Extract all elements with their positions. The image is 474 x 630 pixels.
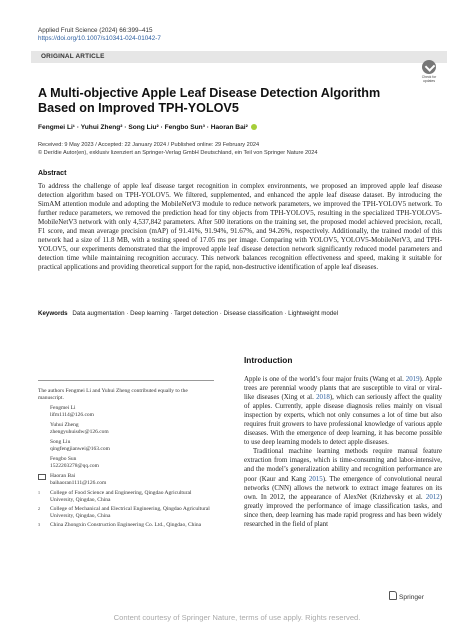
envelope-icon <box>38 474 46 480</box>
contact-email[interactable]: 1522203278@qq.com <box>50 463 99 469</box>
springer-horse-icon <box>389 591 397 600</box>
text-run: Traditional machine learning methods require manual feature extraction from images, which is time-consuming and labor-intensive, and the model’s generalization ability and recognition performance are poor (Kaur and Kang <box>244 448 442 483</box>
footnote-rule <box>38 380 214 381</box>
keywords-text: Data augmentation · Deep learning · Target detection · Disease classification · Lightweight model <box>72 310 339 317</box>
journal-header <box>38 27 161 43</box>
affiliation <box>38 506 214 520</box>
abstract-text: To address the challenge of apple leaf disease target recognition in complex environments, we proposed an improved apple leaf disease detection algorithm based on TPH-YOLOV5. We filtered, supplemented, and enhanced the apple leaf disease dataset. By introducing the SimAM attention module and adopting the MobileNetV3 module to reduce network parameters, we improved the TPH-YOLOV5 network. To further reduce parameters, we removed the prediction head for tiny objects from TPH-YOLOV5, resulting in the specialized TPH-YOLOV5-MobileNetV3 network with only 4,537,842 parameters. After 500 iterations on the training set, the proposed model achieved precision, recall, F1 score, and mean average precision (mAP) of 91.41%, 91.94%, 91.67%, and 94.26%, respectively. Additionally, the trained model of this network had a size of 11.8 MB, with a testing speed of 17.05 ms per image. Comparing with YOLOV5, YOLOV5-MobileNetV3, and TPH-YOLOV5, our experiments demonstrated that the improved apple leaf disease detection network significantly reduced model parameters and detection time while maintaining recognition accuracy. This network balances recognition effectiveness and speed, making it suitable for practical applications and providing theoretical support for the rapid, non-destructive identification of apple leaf diseases. <box>38 182 442 272</box>
contact-name: Fengmei Li <box>50 405 76 411</box>
contact-name: Yuhui Zheng <box>50 422 79 428</box>
introduction-heading: Introduction <box>244 355 293 365</box>
contact-entry <box>38 439 214 453</box>
introduction-body <box>244 375 442 529</box>
citation-link[interactable]: 2019 <box>405 376 420 383</box>
doi-link[interactable]: https://doi.org/10.1007/s10341-024-01042-7 <box>38 35 161 42</box>
contact-name: Haoran Bai <box>50 473 76 479</box>
contact-email[interactable]: qingfengjianwei@163.com <box>50 446 110 452</box>
text-run: ) greatly improved the performance of image classification tasks, and since then, deep learning has made rapid progress and has been widely researched in the field of plant <box>244 493 442 528</box>
citation-link[interactable]: 2018 <box>316 394 330 402</box>
crossmark-icon <box>422 60 436 74</box>
authors-text: Fengmei Li¹ · Yuhui Zheng² · Song Liu² · Fengbo Sun³ · Haoran Bai² <box>38 124 248 131</box>
article-title: A Multi-objective Apple Leaf Disease Detection Algorithm Based on Improved TPH-YOLOV5 <box>38 86 381 115</box>
affiliation-text: College of Mechanical and Electrical Engineering, Qingdao Agricultural University, Qingdao, China <box>50 506 210 519</box>
contact-name: Song Liu <box>50 439 71 445</box>
contact-entry <box>38 456 214 470</box>
check-for-updates[interactable] <box>418 60 440 83</box>
citation-link[interactable]: 2015 <box>308 475 323 483</box>
intro-paragraph-2 <box>244 447 442 528</box>
text-run: ), which can seriously affect the quality of apples. Currently, apple disease diagnosis relies mainly on visual inspection by experts, which not only consumes a lot of time but also requires fruit growers to have professional knowledge of various apple diseases. With the emergence of deep learning, it has become possible to use deep learning models to detect apple diseases. <box>244 394 442 447</box>
text-run: Apple is one of the world’s four major fruits (Wang et al. <box>244 376 406 383</box>
publisher-name: Springer <box>399 594 424 601</box>
footnotes <box>38 388 214 531</box>
contact-entry <box>38 422 214 436</box>
abstract-heading: Abstract <box>38 170 67 177</box>
citation-link[interactable]: 2012 <box>425 493 440 501</box>
journal-citation: Applied Fruit Science (2024) 66:399–415 <box>38 27 153 34</box>
publisher-logo <box>389 591 424 601</box>
contact-entry <box>38 405 214 419</box>
affiliation-number: 1 <box>38 490 40 495</box>
contact-email[interactable]: lifm1114@126.com <box>50 412 94 418</box>
publication-dates <box>38 142 318 157</box>
contact-name: Fengbo Sun <box>50 456 77 462</box>
affiliation-text: College of Food Science and Engineering, Qingdao Agricultural University, Qingdao, China <box>50 490 192 503</box>
author-list <box>38 124 257 131</box>
affiliation <box>38 522 214 529</box>
dates-line: Received: 9 May 2023 / Accepted: 22 January 2024 / Published online: 29 February 2024 <box>38 142 260 148</box>
keywords-label: Keywords <box>38 310 68 317</box>
contact-email[interactable]: zhengyuhuisdw@126.com <box>50 429 109 435</box>
article-type-label: ORIGINAL ARTICLE <box>41 53 105 60</box>
affiliation <box>38 490 214 504</box>
intro-paragraph-1 <box>244 375 442 447</box>
text-run: ). Apple trees are perennial woody plants that are susceptible to viral or viral-like diseases (Xing et al. <box>244 376 442 402</box>
courtesy-watermark: Content courtesy of Springer Nature, terms of use apply. Rights reserved. <box>113 613 361 622</box>
affiliation-number: 3 <box>38 522 40 527</box>
corresponding-contact-entry <box>38 473 214 487</box>
orcid-icon[interactable] <box>251 124 257 130</box>
text-run: ). The emergence of convolutional neural networks (CNN) allows the network to extract image features on its own. In 2012, the appearance of AlexNet (Krizhevsky et al. <box>244 475 443 501</box>
crossmark-label: Check for updates <box>421 75 437 83</box>
article-type-banner <box>31 51 447 63</box>
contact-email[interactable]: baihaoran1111@126.com <box>50 480 107 486</box>
affiliation-number: 2 <box>38 506 40 511</box>
copyright-line: © Der/die Autor(en), exklusiv lizenziert an Springer-Verlag GmbH Deutschland, ein Teil von Springer Nature 2024 <box>38 149 318 156</box>
equal-contribution-note: The authors Fengmei Li and Yuhui Zheng contributed equally to the manuscript. <box>38 388 188 401</box>
affiliation-text: China Zhongxin Construction Engineering Co. Ltd., Qingdao, China <box>50 522 202 528</box>
keywords <box>38 310 442 317</box>
